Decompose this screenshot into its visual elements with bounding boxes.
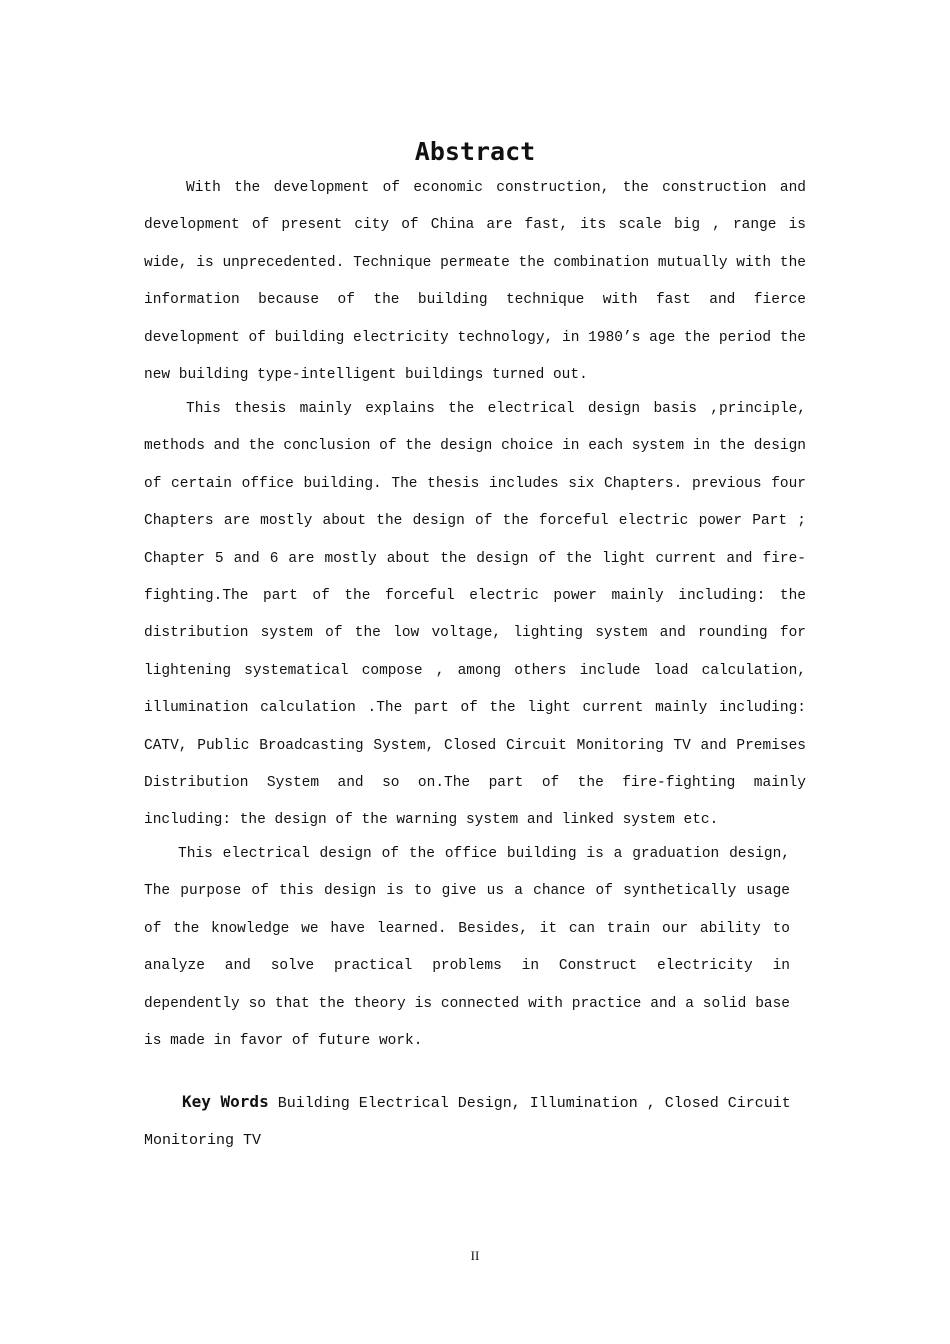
keywords-label: Key Words (182, 1092, 269, 1111)
keywords-text: Building Electrical Design, Illumination , Closed Circuit Monitoring TV (144, 1095, 791, 1150)
page-title: Abstract (414, 137, 536, 166)
abstract-paragraph-3: This electrical design of the office building is a graduation design, The purpose of this design is to give us a chance of synthetically usage of the knowledge we have learned. Besides, it can train our ability to analyze and solve practical problems in Construct electricity in dependently so that the theory is connected with practice and a solid base is made in favor of future work. (144, 846, 790, 1050)
abstract-paragraph-1: With the development of economic construction, the construction and development of present city of China are fast, its scale big , range is wide, is unprecedented. Technique permeate the combination mutually with the information because of the building technique with fast and fierce development of building electricity technology, in 1980’s age the period the new building type-intelligent buildings turned out. (144, 180, 806, 384)
keywords-line (144, 1083, 806, 1160)
page-number: II (470, 1248, 480, 1263)
abstract-paragraph-2: This thesis mainly explains the electrical design basis ,principle, methods and the conclusion of the design choice in each system in the design of certain office building. The thesis includes six Chapters. previous four Chapters are mostly about the design of the forceful electric power Part ; Chapter 5 and 6 are mostly about the design of the light current and fire-fighting.The part of the forceful electric power mainly including: the distribution system of the low voltage, lighting system and rounding for lightening systematical compose , among others include load calculation, illumination calculation .The part of the light current mainly including: CATV, Public Broadcasting System, Closed Circuit Monitoring TV and Premises Distribution System and so on.The part of the fire-fighting mainly including: the design of the warning system and linked system etc. (144, 401, 806, 829)
